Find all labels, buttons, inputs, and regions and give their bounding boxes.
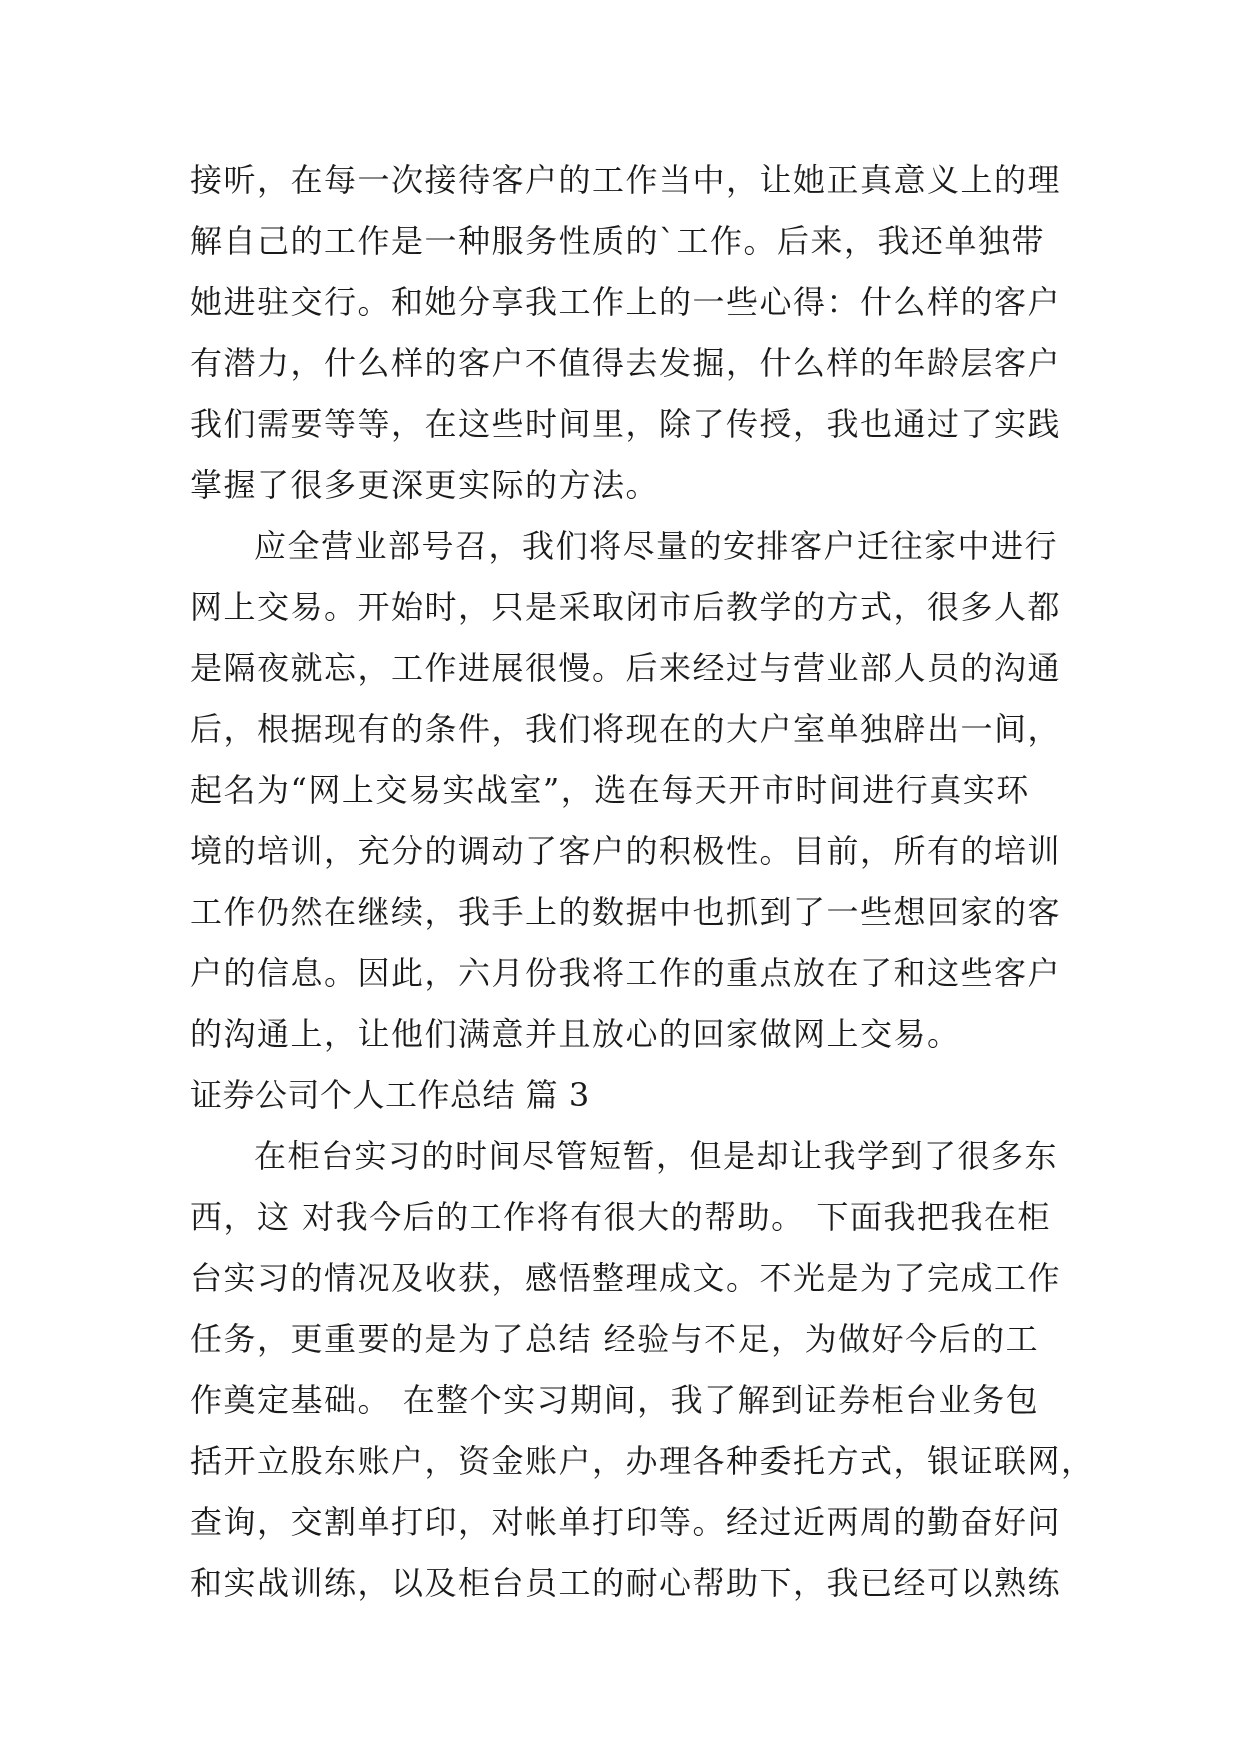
text-line: 有潜力，什么样的客户不值得去发掘，什么样的年龄层客户: [190, 344, 1062, 382]
text-line: 后，根据现有的条件，我们将现在的大户室单独辟出一间，: [190, 710, 1062, 748]
text-line: 工作仍然在继续，我手上的数据中也抓到了一些想回家的客: [190, 893, 1062, 931]
text-line: 是隔夜就忘，工作进展很慢。后来经过与营业部人员的沟通: [190, 649, 1062, 687]
text-line: 解自己的工作是一种服务性质的`工作。后来，我还单独带: [190, 222, 1046, 260]
text-line: 应全营业部号召，我们将尽量的安排客户迁往家中进行: [254, 527, 1059, 565]
text-line: 在柜台实习的时间尽管短暂，但是却让我学到了很多东: [254, 1137, 1059, 1175]
text-line: 查询，交割单打印，对帐单打印等。经过近两周的勤奋好问: [190, 1503, 1062, 1541]
text-line: 和实战训练，以及柜台员工的耐心帮助下，我已经可以熟练: [190, 1564, 1062, 1602]
text-line: 我们需要等等，在这些时间里，除了传授，我也通过了实践: [190, 405, 1062, 443]
text-line: 作奠定基础。 在整个实习期间，我了解到证券柜台业务包: [190, 1381, 1040, 1419]
paragraph-3: [190, 1126, 1095, 1614]
text-line: 的沟通上，让他们满意并且放心的回家做网上交易。: [190, 1015, 961, 1053]
section-heading: 证券公司个人工作总结 篇 3: [190, 1076, 590, 1114]
text-line: 括开立股东账户，资金账户，办理各种委托方式，银证联网，: [190, 1442, 1095, 1480]
text-line: 户的信息。因此，六月份我将工作的重点放在了和这些客户: [190, 954, 1062, 992]
text-line: 起名为“网上交易实战室”，选在每天开市时间进行真实环: [190, 771, 1030, 809]
text-line: 她进驻交行。和她分享我工作上的一些心得：什么样的客户: [190, 283, 1062, 321]
paragraph-1: [190, 150, 1060, 516]
text-line: 接听，在每一次接待客户的工作当中，让她正真意义上的理: [190, 161, 1062, 199]
text-line: 西，这 对我今后的工作将有很大的帮助。 下面我把我在柜: [190, 1198, 1051, 1236]
text-line: 掌握了很多更深更实际的方法。: [190, 466, 660, 504]
text-line: 台实习的情况及收获，感悟整理成文。不光是为了完成工作: [190, 1259, 1062, 1297]
text-line: 任务，更重要的是为了总结 经验与不足，为做好今后的工: [190, 1320, 1040, 1358]
document-body: [190, 150, 1095, 1614]
text-line: 境的培训，充分的调动了客户的积极性。目前，所有的培训: [190, 832, 1062, 870]
text-line: 网上交易。开始时，只是采取闭市后教学的方式，很多人都: [190, 588, 1062, 626]
paragraph-2: [190, 516, 1060, 1065]
